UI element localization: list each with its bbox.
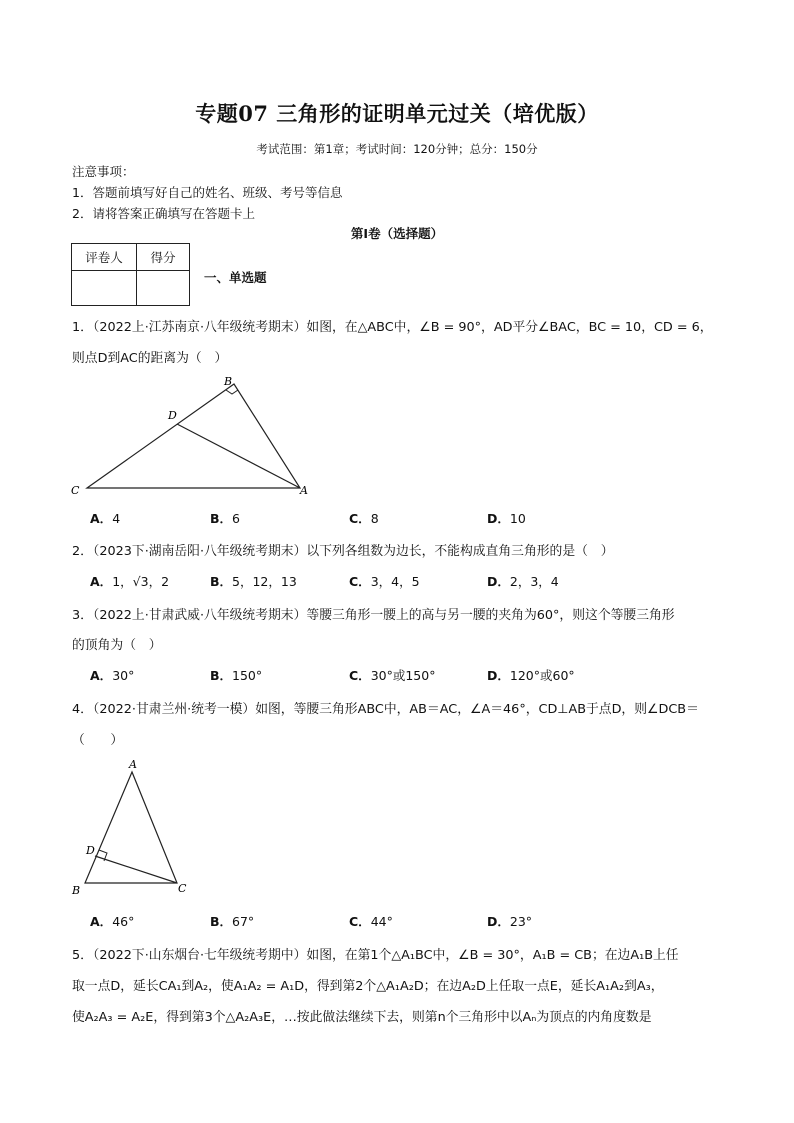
q2-option-d: D．2，3，4 [487,574,559,589]
score-table-cell-score[interactable] [137,271,190,306]
q4-label-C: C [178,882,187,895]
question-4-figure [64,752,204,900]
q3-option-c: C．30°或150° [349,668,436,683]
q4-option-c: C．44° [349,914,393,929]
question-4-line-2: （ ） [72,733,124,748]
question-5-line-1: 5．（2022下·山东烟台·七年级统考期中）如图，在第1个△A₁BC中，∠B = 30°，A₁B = CB；在边A₁B上任 [72,948,679,963]
notice-heading: 注意事项： [72,164,135,179]
score-table-header-grader: 评卷人 [72,244,137,271]
q2-option-b: B．5，12，13 [210,574,297,589]
question-1-line-2: 则点D到AC的距离为（ ） [72,351,228,366]
q2-option-c: C．3，4，5 [349,574,420,589]
q1-label-D: D [168,409,177,422]
q4-option-a: A．46° [90,914,135,929]
question-1-figure [64,370,324,498]
q1-option-c: C．8 [349,511,379,526]
question-5-line-3: 使A₂A₃ = A₂E，得到第3个△A₂A₃E，…按此做法继续下去，则第n个三角形中以Aₙ为顶点的内角度数是 [72,1010,652,1025]
q3-option-d: D．120°或60° [487,668,575,683]
q1-option-a: A．4 [90,511,121,526]
q1-option-d: D．10 [487,511,526,526]
q4-label-B: B [72,884,81,897]
q3-option-b: B．150° [210,668,263,683]
section-title: 第I卷（选择题） [350,226,444,241]
exam-info: 考试范围：第1章；考试时间：120分钟；总分：150分 [256,142,538,156]
q4-option-b: B．67° [210,914,255,929]
part-label: 一、单选题 [204,270,267,285]
q4-label-A: A [129,758,137,771]
q2-option-a: A．1，√3，2 [90,574,170,589]
q1-label-B: B [224,375,233,388]
q1-label-A: A [300,484,308,497]
notice-item-1: 1．答题前填写好自己的姓名、班级、考号等信息 [72,185,343,200]
score-table-header-score: 得分 [137,244,190,271]
score-table-cell-grader[interactable] [72,271,137,306]
document-title: 专题07 三角形的证明单元过关（培优版） [195,101,599,126]
notice-item-2: 2．请将答案正确填写在答题卡上 [72,206,255,221]
question-3-line-2: 的顶角为（ ） [72,638,162,653]
question-3-line-1: 3．（2022上·甘肃武威·八年级统考期末）等腰三角形一腰上的高与另一腰的夹角为60°，则这个等腰三角形 [72,608,675,623]
question-1-line-1: 1．（2022上·江苏南京·八年级统考期末）如图，在△ABC中，∠B = 90°，AD平分∠BAC，BC = 10，CD = 6， [72,320,713,335]
question-2-line-1: 2．（2023下·湖南岳阳·八年级统考期末）以下列各组数为边长，不能构成直角三角形的是（ ） [72,544,614,559]
q1-option-b: B．6 [210,511,240,526]
q1-label-C: C [71,484,80,497]
question-5-line-2: 取一点D，延长CA₁到A₂，使A₁A₂ = A₁D，得到第2个△A₁A₂D；在边A₂D上任取一点E，延长A₁A₂到A₃， [72,979,664,994]
q3-option-a: A．30° [90,668,135,683]
q4-option-d: D．23° [487,914,533,929]
score-table [71,243,190,306]
q4-label-D: D [86,844,95,857]
question-4-line-1: 4．（2022·甘肃兰州·统考一模）如图，等腰三角形ABC中，AB＝AC，∠A＝46°，CD⊥AB于点D，则∠DCB＝ [72,702,699,717]
